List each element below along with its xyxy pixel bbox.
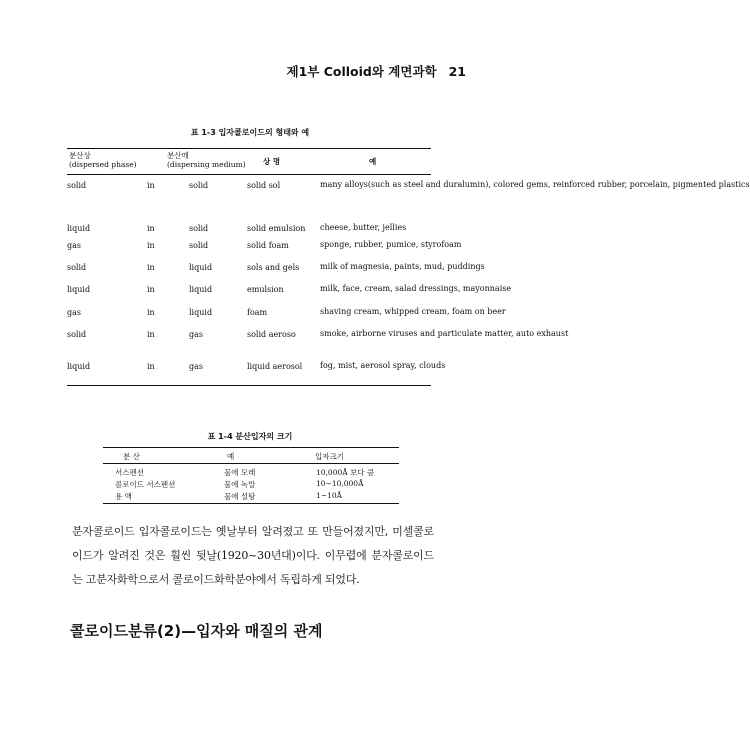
paragraph-text: 분자콜로이드 입자콜로이드는 옛날부터 알려졌고 또 만들어졌지만, 미셀콜로이드가 알려진 것은 훨씬 뒷날(1920~30년대)이다. 이무렵에 분자콜로이드는 고분자화학으로서 콜로이드화학분야에서 독립하게 되었다. xyxy=(72,525,434,586)
table-1-4-bottom-rule xyxy=(103,503,399,504)
table-1-3-top-rule xyxy=(67,148,431,149)
cell-in: in xyxy=(147,285,155,294)
cell-size: 1~10Å xyxy=(316,491,343,500)
header-medium-en: (dispersing medium) xyxy=(167,159,246,169)
cell-medium: liquid xyxy=(189,263,213,272)
cell-in: in xyxy=(147,263,155,272)
running-head-title: 제1부 Colloid와 계면과학 xyxy=(286,64,437,79)
cell-dispersion: 서스펜션 xyxy=(115,468,144,477)
table-1-4-top-rule xyxy=(103,447,399,448)
header-phase-en: (dispersed phase) xyxy=(69,159,137,169)
cell-in: in xyxy=(147,181,155,190)
cell-example: sponge, rubber, pumice, styrofoam xyxy=(320,240,462,249)
header-dispersion: 분 산 xyxy=(123,452,140,461)
body-paragraph xyxy=(72,520,434,592)
cell-medium: liquid xyxy=(189,308,213,317)
header-name: 상 명 xyxy=(263,157,281,166)
cell-in: in xyxy=(147,308,155,317)
cell-phase: solid xyxy=(67,181,87,190)
cell-phase: liquid xyxy=(67,362,91,371)
page-number: 21 xyxy=(448,64,466,79)
table-1-3-header-rule xyxy=(67,174,431,175)
cell-name: solid emulsion xyxy=(247,224,306,233)
table-1-3-bottom-rule xyxy=(67,385,431,386)
cell-size: 10,000Å 보다 큼 xyxy=(316,468,375,477)
cell-example: milk of magnesia, paints, mud, puddings xyxy=(320,262,485,271)
cell-medium: gas xyxy=(189,362,203,371)
cell-name: liquid aerosol xyxy=(247,362,303,371)
header-example: 예 xyxy=(369,157,377,166)
cell-name: solid foam xyxy=(247,241,289,250)
cell-name: foam xyxy=(247,308,268,317)
cell-phase: liquid xyxy=(67,224,91,233)
cell-medium: solid xyxy=(189,181,209,190)
cell-name: emulsion xyxy=(247,285,284,294)
header-size: 입자크기 xyxy=(315,452,344,461)
cell-phase: solid xyxy=(67,330,87,339)
cell-dispersion: 용 액 xyxy=(115,492,132,501)
table-1-3-caption: 표 1-3 입자콜로이드의 형태와 예 xyxy=(190,128,310,137)
table-1-4-header-rule xyxy=(103,463,399,464)
cell-example: shaving cream, whipped cream, foam on beer xyxy=(320,307,506,316)
cell-example: smoke, airborne viruses and particulate matter, auto exhaust xyxy=(320,329,569,338)
table-1-4-caption: 표 1-4 분산입자의 크기 xyxy=(207,432,293,441)
cell-name: solid sol xyxy=(247,181,281,190)
cell-phase: liquid xyxy=(67,285,91,294)
running-head xyxy=(287,62,466,80)
cell-phase: gas xyxy=(67,241,81,250)
cell-name: sols and gels xyxy=(247,263,300,272)
cell-example: milk, face, cream, salad dressings, mayonnaise xyxy=(320,284,512,293)
cell-example: many alloys(such as steel and duralumin), colored gems, reinforced rubber, porcelain, pigmented plastics xyxy=(320,180,750,189)
cell-medium: solid xyxy=(189,241,209,250)
cell-example: 물에 모래 xyxy=(224,468,256,477)
cell-in: in xyxy=(147,224,155,233)
cell-medium: solid xyxy=(189,224,209,233)
header-dispersing-medium xyxy=(167,152,246,169)
header-dispersed-phase xyxy=(69,152,137,169)
cell-medium: gas xyxy=(189,330,203,339)
cell-size: 10~10,000Å xyxy=(316,479,364,488)
cell-phase: gas xyxy=(67,308,81,317)
cell-dispersion: 콜로이드 서스펜션 xyxy=(115,480,176,489)
cell-example: fog, mist, aerosol spray, clouds xyxy=(320,361,446,370)
cell-example: 물에 설탕 xyxy=(224,492,256,501)
cell-medium: liquid xyxy=(189,285,213,294)
cell-in: in xyxy=(147,330,155,339)
cell-in: in xyxy=(147,241,155,250)
header-phase-ko: 분산상 xyxy=(69,151,91,160)
section-title: 콜로이드분류(2)—입자와 매질의 관계 xyxy=(70,622,323,640)
header-example: 예 xyxy=(227,452,235,461)
header-medium-ko: 분산매 xyxy=(167,151,189,160)
cell-phase: solid xyxy=(67,263,87,272)
cell-name: solid aeroso xyxy=(247,330,296,339)
cell-in: in xyxy=(147,362,155,371)
cell-example: 물에 녹말 xyxy=(224,480,256,489)
cell-example: cheese, butter, jellies xyxy=(320,223,407,232)
